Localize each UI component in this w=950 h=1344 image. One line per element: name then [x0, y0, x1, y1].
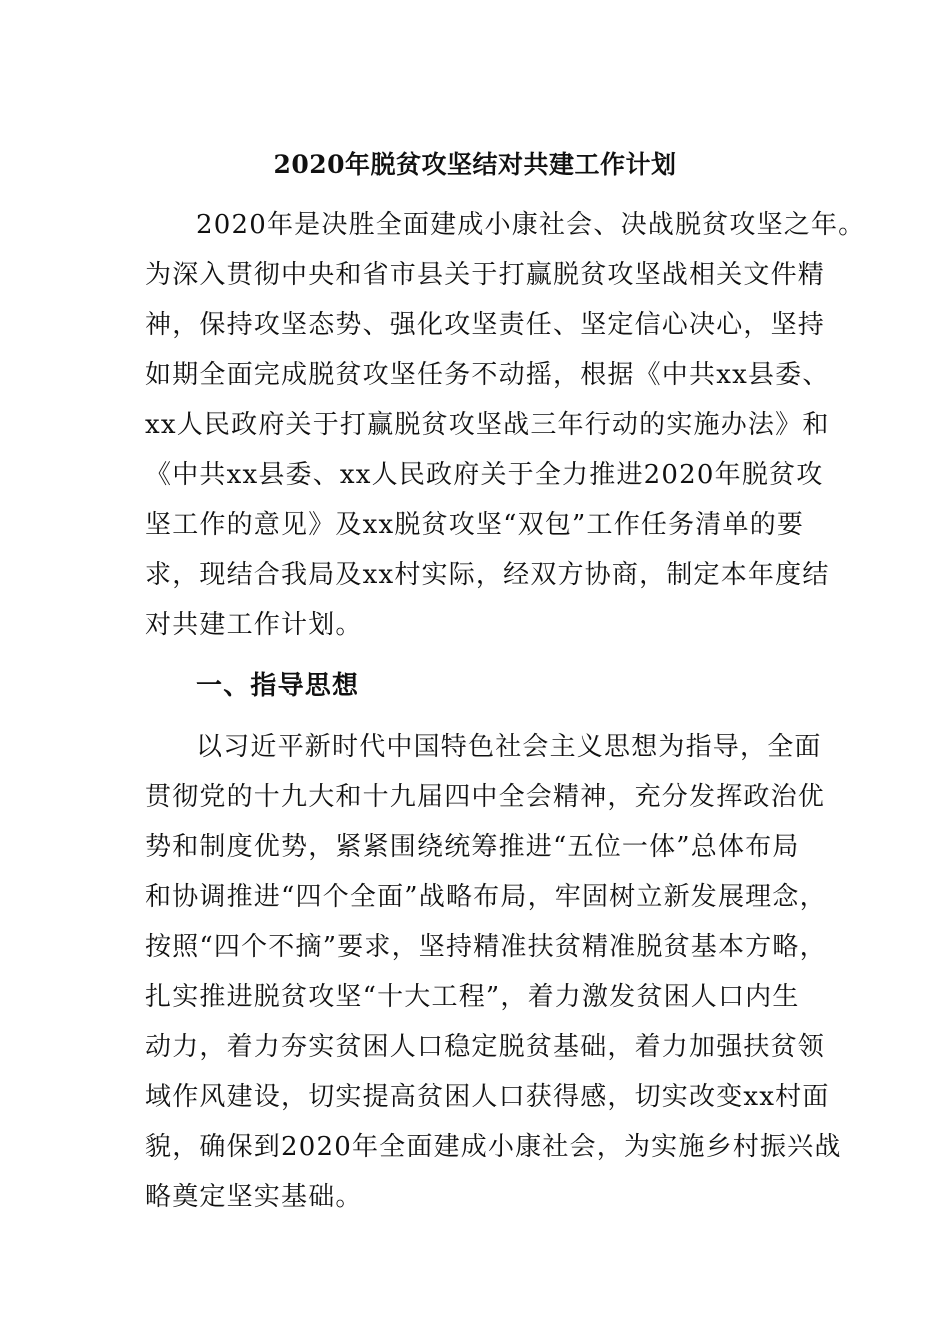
paragraph-1-line-6: 《中共xx县委、xx人民政府关于全力推进2020年脱贫攻 [145, 460, 824, 490]
paragraph-2-line-3: 势和制度优势，紧紧围绕统筹推进“五位一体”总体布局 [145, 832, 800, 862]
paragraph-2-line-7: 动力，着力夯实贫困人口稳定脱贫基础，着力加强扶贫领 [145, 1032, 826, 1062]
paragraph-1-line-8: 求，现结合我局及xx村实际，经双方协商，制定本年度结 [145, 560, 830, 590]
paragraph-2-line-1: 以习近平新时代中国特色社会主义思想为指导，全面 [196, 732, 822, 762]
paragraph-2-line-10: 略奠定坚实基础。 [145, 1182, 363, 1212]
paragraph-1-line-2: 为深入贯彻中央和省市县关于打赢脱贫攻坚战相关文件精 [145, 260, 826, 290]
paragraph-2-line-9: 貌，确保到2020年全面建成小康社会，为实施乡村振兴战 [145, 1132, 842, 1162]
document-title: 2020年脱贫攻坚结对共建工作计划 [273, 150, 677, 179]
paragraph-2-line-2: 贯彻党的十九大和十九届四中全会精神，充分发挥政治优 [145, 782, 826, 812]
section-heading-guiding-ideology: 一、指导思想 [196, 671, 360, 701]
paragraph-2-line-4: 和协调推进“四个全面”战略布局，牢固树立新发展理念， [145, 882, 827, 912]
paragraph-1-line-9: 对共建工作计划。 [145, 610, 363, 640]
paragraph-2-line-8: 域作风建设，切实提高贫困人口获得感，切实改变xx村面 [145, 1082, 830, 1112]
paragraph-1-line-3: 神，保持攻坚态势、强化攻坚责任、坚定信心决心，坚持 [145, 310, 826, 340]
paragraph-1-line-7: 坚工作的意见》及xx脱贫攻坚“双包”工作任务清单的要 [145, 510, 805, 540]
paragraph-2-line-6: 扎实推进脱贫攻坚“十大工程”，着力激发贫困人口内生 [145, 982, 800, 1012]
paragraph-1-line-5: xx人民政府关于打赢脱贫攻坚战三年行动的实施办法》和 [145, 410, 830, 440]
paragraph-1-line-1: 2020年是决胜全面建成小康社会、决战脱贫攻坚之年。 [196, 210, 866, 240]
paragraph-1-line-4: 如期全面完成脱贫攻坚任务不动摇，根据《中共xx县委、 [145, 360, 830, 390]
paragraph-2-line-5: 按照“四个不摘”要求，坚持精准扶贫精准脱贫基本方略， [145, 932, 827, 962]
